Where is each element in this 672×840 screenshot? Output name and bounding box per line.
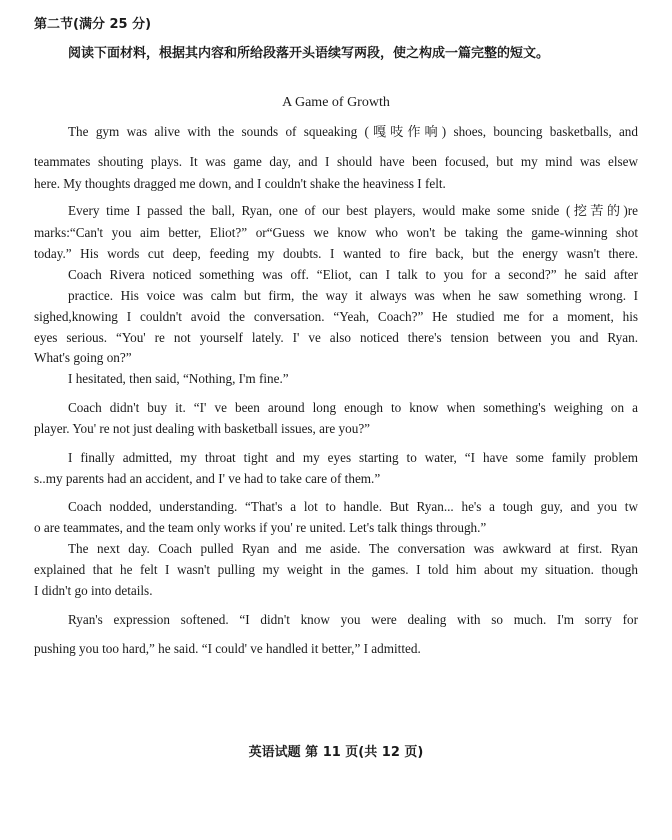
text-line: s..my parents had an accident, and I' ve had to take care of them.” xyxy=(34,471,381,486)
text-line: The gym was alive with the sounds of squeaking (嘎吱作响) shoes, bouncing basketballs, and xyxy=(68,124,638,139)
text-line: pushing you too hard,” he said. “I could' ve handled it better,” I admitted. xyxy=(34,641,421,656)
text-line: The next day. Coach pulled Ryan and me aside. The conversation was awkward at first. Ryan xyxy=(68,541,638,556)
text-line: Coach nodded, understanding. “That's a lot to handle. But Ryan... he's a tough guy, and you tw xyxy=(68,499,638,514)
page-footer: 英语试题 第 11 页(共 12 页) xyxy=(248,745,424,760)
text-line: eyes serious. “You' re not yourself lately. I' ve also noticed there's tension between you and Ryan. xyxy=(34,330,638,345)
text-line: Ryan's expression softened. “I didn't know you were dealing with so much. I'm sorry for xyxy=(68,612,638,627)
instruction-text: 阅读下面材料，根据其内容和所给段落开头语续写两段，使之构成一篇完整的短文。 xyxy=(68,46,550,61)
text-line: player. You' re not just dealing with basketball issues, are you?” xyxy=(34,421,371,436)
text-line: marks:“Can't you aim better, Eliot?” or“Guess we know who won't be taking the game-winning shot xyxy=(34,225,638,240)
text-line: Coach didn't buy it. “I' ve been around long enough to know when something's weighing on a xyxy=(68,400,638,415)
text-line: o are teammates, and the team only works if you' re united. Let's talk things through.” xyxy=(34,520,487,535)
section-header: 第二节(满分 25 分) xyxy=(34,17,152,32)
text-line: here. My thoughts dragged me down, and I couldn't shake the heaviness I felt. xyxy=(34,176,446,191)
text-line: What's going on?” xyxy=(34,350,132,365)
text-line: Every time I passed the ball, Ryan, one of our best players, would make some snide (挖苦的)re xyxy=(68,203,638,218)
text-line: practice. His voice was calm but firm, the way it always was when he saw something wrong. I xyxy=(68,288,638,303)
text-line: I hesitated, then said, “Nothing, I'm fine.” xyxy=(68,371,289,386)
essay-title: A Game of Growth xyxy=(282,95,390,110)
text-line: explained that he felt I wasn't pulling my weight in the games. I told him about my situation. though xyxy=(34,562,638,577)
text-line: I didn't go into details. xyxy=(34,583,153,598)
text-line: today.” His words cut deep, feeding my doubts. I wanted to fire back, but the energy wasn't there. xyxy=(34,246,638,261)
text-line: sighed,knowing I couldn't avoid the conversation. “Yeah, Coach?” He studied me for a moment, his xyxy=(34,309,638,324)
text-line: Coach Rivera noticed something was off. “Eliot, can I talk to you for a second?” he said after xyxy=(68,267,638,282)
text-line: teammates shouting plays. It was game day, and I should have been focused, but my mind was elsew xyxy=(34,154,638,169)
text-line: I finally admitted, my throat tight and my eyes starting to water, “I have some family problem xyxy=(68,450,638,465)
